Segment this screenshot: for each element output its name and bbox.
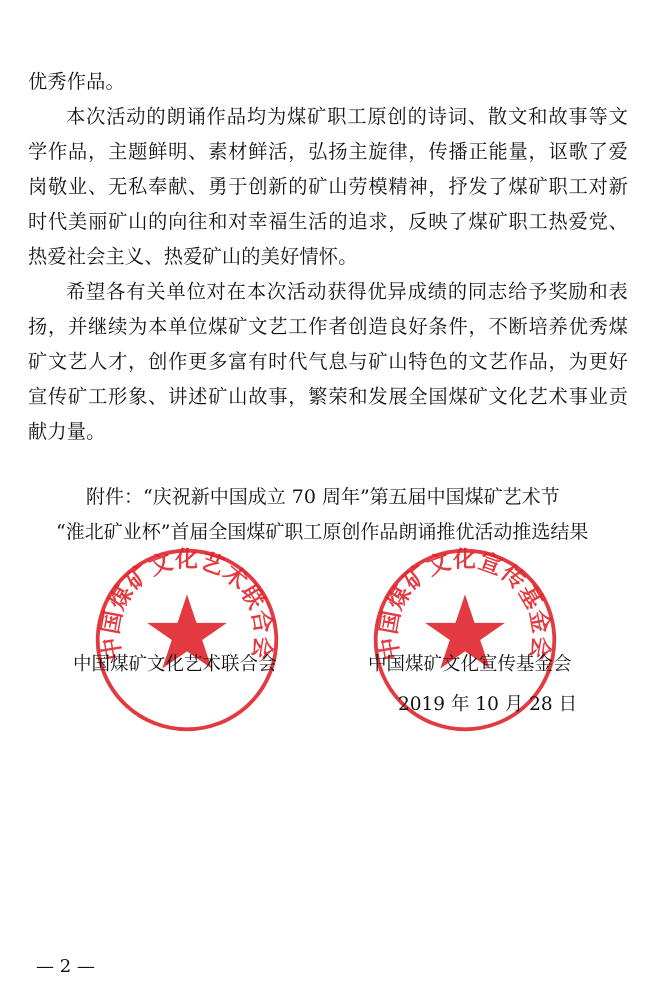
seal-2-text: 中国煤矿文化宣传基金会 [375,547,555,663]
attachment-note [28,480,628,550]
seal-1-text: 中国煤矿文化艺术联合会 [97,547,277,663]
paragraph-activity-description: 本次活动的朗诵作品均为煤矿职工原创的诗词、散文和故事等文学作品，主题鲜明、素材鲜活，弘扬主旋律，传播正能量，讴歌了爱岗敬业、无私奉献、勇于创新的矿山劳模精神，抒发了煤矿职工对新时代美丽矿山的向往和对幸福生活的追求，反映了煤矿职工热爱党、热爱社会主义、热爱矿山的美好情怀。 [28,105,628,268]
paragraph-tail: 优秀作品。 [28,70,125,93]
attachment-line-2: “淮北矿业杯”首届全国煤矿职工原创作品朗诵推优活动推选结果 [56,521,589,543]
paragraph-hope: 希望各有关单位对在本次活动获得优异成绩的同志给予奖励和表扬，并继续为本单位煤矿文艺工作者创造良好条件，不断培养优秀煤矿文艺人才，创作更多富有时代气息与矿山特色的文艺作品，为更好宣传矿工形象、讲述矿山故事，繁荣和发展全国煤矿文化艺术事业贡献力量。 [28,280,628,443]
seal-graphic-1 [92,545,282,735]
attachment-line-1: 附件：“庆祝新中国成立 70 周年”第五届中国煤矿艺术节 [86,486,560,508]
signature-org-2: 中国煤矿文化宣传基金会 [368,654,572,675]
body-text [28,64,628,449]
signature-org-1: 中国煤矿文化艺术联合会 [73,654,277,675]
official-seal-1 [92,545,282,735]
signature-date: 2019 年 10 月 28 日 [398,694,578,715]
page-number: — 2 — [36,956,95,977]
